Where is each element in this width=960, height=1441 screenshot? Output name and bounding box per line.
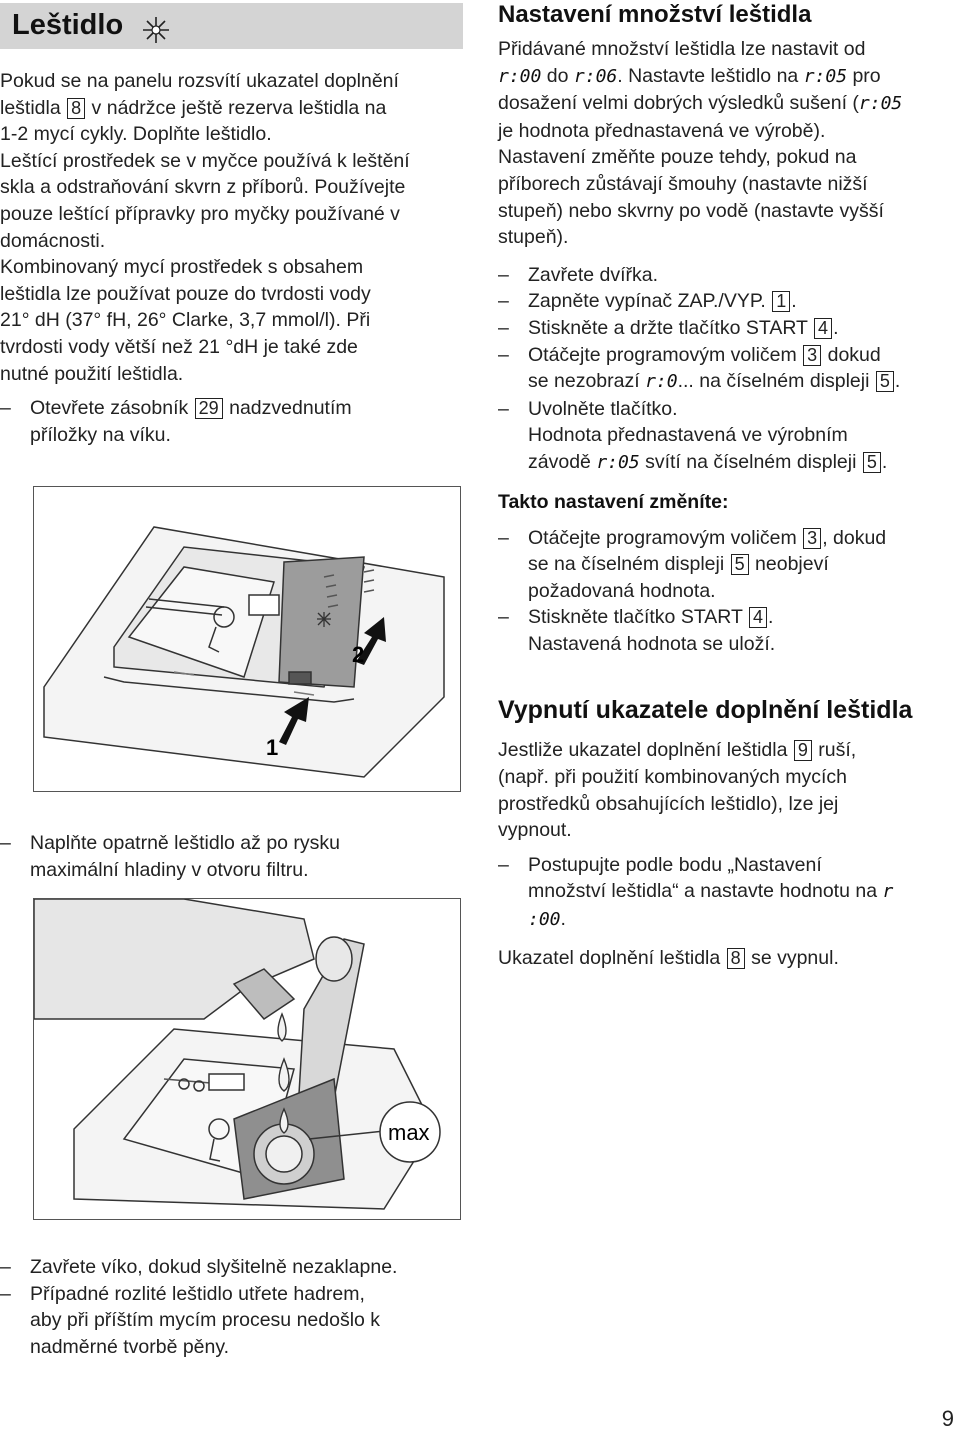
text-span: příložky na víku. — [30, 423, 171, 446]
text-span: dokud — [822, 343, 881, 366]
text-span: pro — [847, 64, 881, 87]
step-turn-selector — [498, 342, 948, 396]
max-label: max — [388, 1120, 430, 1145]
dash: – — [0, 1256, 11, 1278]
dash: – — [498, 263, 509, 286]
paragraph-line: vypnout. — [498, 819, 572, 842]
paragraph-line: stupeň) nebo skvrny po vodě (nastavte vyšší — [498, 199, 884, 222]
ref-box: 8 — [67, 98, 85, 119]
text-span: Naplňte opatrně leštidlo až po rysku — [30, 832, 341, 854]
intro-line: leštidla lze používat pouze do tvrdosti vody — [0, 282, 371, 305]
ref-box: 3 — [803, 345, 821, 366]
text-span: Zapněte vypínač ZAP./VYP. — [528, 290, 772, 313]
ref-box: 4 — [749, 607, 767, 628]
text-span: . — [894, 370, 901, 393]
step-close-lid — [0, 1254, 465, 1281]
intro-line: tvrdosti vody větší než 21 °dH je také zde — [0, 335, 358, 358]
text-span: Hodnota přednastavená ve výrobním — [528, 424, 848, 447]
text-span: . — [833, 316, 839, 339]
dash: – — [498, 526, 509, 549]
text-span: Případné rozlité leštidlo utřete hadrem, — [30, 1282, 365, 1305]
paragraph-line — [498, 945, 948, 972]
display-value: r:0 — [645, 371, 678, 393]
left-final-steps — [0, 1254, 465, 1360]
intro-line: Kombinovaný mycí prostředek s obsahem — [0, 256, 364, 279]
paragraph-line — [498, 63, 948, 91]
text-span: nadměrné tvorbě pěny. — [30, 1335, 230, 1358]
subheading-change-setting: Takto nastavení změníte: — [498, 490, 729, 513]
ref-box: 3 — [803, 528, 821, 549]
text-span: v nádržce ještě rezerva leštidla na — [86, 96, 387, 119]
text-span: závodě — [528, 450, 597, 473]
intro-line: nutné použití leštidla. — [0, 362, 184, 385]
left-intro — [0, 68, 465, 448]
ref-box: 1 — [772, 291, 790, 312]
dash: – — [498, 290, 509, 313]
text-span: svítí na číselném displeji — [639, 450, 862, 473]
fill-illustration — [34, 899, 460, 1219]
text-span: se na číselném displeji — [528, 553, 730, 576]
dash: – — [0, 397, 11, 420]
display-value: r:05 — [803, 65, 848, 87]
intro-line: Pokud se na panelu rozsvítí ukazatel doplnění — [0, 70, 399, 92]
display-value: r:06 — [573, 65, 618, 87]
display-value: r:05 — [596, 451, 640, 473]
dash: – — [498, 343, 509, 366]
ref-box: 5 — [863, 452, 881, 473]
text-span: do — [541, 64, 574, 87]
ref-box: 29 — [195, 398, 223, 419]
section-title: Leštidlo — [12, 9, 124, 41]
text-span: množství leštidla“ a nastavte hodnotu na — [528, 880, 883, 903]
section-heading-rinse-aid — [0, 3, 463, 49]
left-fill-step — [0, 830, 465, 883]
dash: – — [498, 316, 509, 339]
dash: – — [498, 397, 509, 420]
intro-line: 21° dH (37° fH, 26° Clarke, 3,7 mmol/l). Při — [0, 309, 371, 332]
sparkle-icon — [141, 15, 171, 45]
dash: – — [0, 1282, 11, 1305]
display-value: :00 — [528, 909, 561, 931]
text-span: dosažení velmi dobrých výsledků sušení ( — [498, 92, 859, 115]
ref-box: 8 — [727, 948, 745, 969]
display-value: r — [882, 881, 894, 903]
step-follow-setting — [498, 852, 948, 934]
step-hold-start — [498, 315, 948, 342]
paragraph-line: Přidávané množství leštidla lze nastavit od — [498, 38, 866, 60]
text-span: Zavřete víko, dokud slyšitelně nezaklapne. — [30, 1256, 398, 1278]
text-span: . — [768, 606, 774, 629]
text-span: Postupujte podle bodu „Nastavení — [528, 853, 822, 876]
paragraph-line — [498, 90, 948, 118]
text-span: Uvolněte tlačítko. — [528, 397, 678, 420]
step-press-start — [498, 604, 948, 657]
ref-box: 4 — [814, 318, 832, 339]
text-span: Stiskněte tlačítko START — [528, 606, 749, 629]
step-close-door — [498, 262, 948, 289]
intro-line: pouze leštící přípravky pro myčky používané v — [0, 202, 400, 225]
text-span: Jestliže ukazatel doplnění leštidla — [498, 739, 793, 762]
step-open-dispenser — [0, 395, 465, 448]
text-span: Zavřete dvířka. — [528, 263, 659, 286]
dash: – — [498, 853, 509, 876]
intro-line: domácnosti. — [0, 229, 106, 252]
intro-line: 1-2 mycí cykly. Doplňte leštidlo. — [0, 123, 272, 146]
text-span: Otáčejte programovým voličem — [528, 526, 803, 549]
text-span: maximální hladiny v otvoru filtru. — [30, 858, 309, 881]
text-span: Nastavená hodnota se uloží. — [528, 632, 776, 655]
text-span: ruší, — [812, 739, 857, 762]
text-span: nadzvednutím — [223, 397, 352, 420]
right-column — [498, 0, 948, 971]
text-span: . — [560, 908, 566, 931]
text-span: neobjeví — [749, 553, 829, 576]
paragraph-line: stupeň). — [498, 226, 569, 249]
ref-box: 5 — [731, 554, 749, 575]
paragraph-line: příborech zůstávají šmouhy (nastavte nižší — [498, 172, 868, 195]
paragraph-line: je hodnota přednastavená ve výrobě). — [498, 119, 826, 142]
text-span: Otevřete zásobník — [30, 397, 194, 420]
figure-label: 1 — [266, 735, 279, 760]
figure-fill-max — [33, 898, 461, 1220]
paragraph-line — [498, 737, 948, 764]
text-span: leštidla — [0, 96, 67, 119]
step-fill-rinse-aid — [0, 830, 465, 883]
text-span: se nezobrazí — [528, 370, 646, 393]
text-span: . — [881, 450, 888, 473]
display-value: r:05 — [858, 93, 903, 115]
page-number: 9 — [941, 1406, 954, 1431]
heading-disable-indicator: Vypnutí ukazatele doplnění leštidla — [498, 696, 913, 725]
intro-line: skla a odstraňování skvrn z příborů. Používejte — [0, 176, 406, 199]
paragraph-line: Nastavení změňte pouze tehdy, pokud na — [498, 146, 857, 169]
ref-box: 5 — [876, 371, 894, 392]
text-span: Stiskněte a držte tlačítko START — [528, 316, 814, 339]
text-span: , dokud — [822, 526, 887, 549]
text-span: se vypnul. — [745, 946, 839, 969]
text-span: aby při příštím mycím procesu nedošlo k — [30, 1309, 381, 1332]
text-span: ... na číselném displeji — [677, 370, 875, 393]
step-change-selector — [498, 525, 948, 605]
step-release-button — [498, 396, 948, 477]
intro-line — [0, 95, 465, 122]
text-span: . — [791, 290, 797, 313]
intro-line: Leštící prostředek se v myčce používá k leštění — [0, 149, 410, 172]
figure-label: 2 — [352, 642, 365, 667]
display-value: r:00 — [498, 65, 542, 87]
paragraph-line: (např. při použití kombinovaných mycích — [498, 766, 847, 789]
text-span: Otáčejte programovým voličem — [528, 343, 803, 366]
text-span: . Nastavte leštidlo na — [617, 64, 804, 87]
heading-setting-amount: Nastavení množství leštidla — [498, 1, 812, 28]
figure-open-lid — [33, 486, 461, 792]
ref-box: 9 — [794, 740, 812, 761]
dash: – — [0, 832, 11, 854]
text-span: požadovaná hodnota. — [528, 579, 716, 602]
dash: – — [498, 606, 509, 629]
paragraph-line: prostředků obsahujících leštidlo), lze jej — [498, 792, 839, 815]
dispenser-illustration — [34, 487, 460, 791]
text-span: Ukazatel doplnění leštidla — [498, 946, 726, 969]
step-wipe-spill — [0, 1281, 465, 1361]
step-power-on — [498, 288, 948, 315]
